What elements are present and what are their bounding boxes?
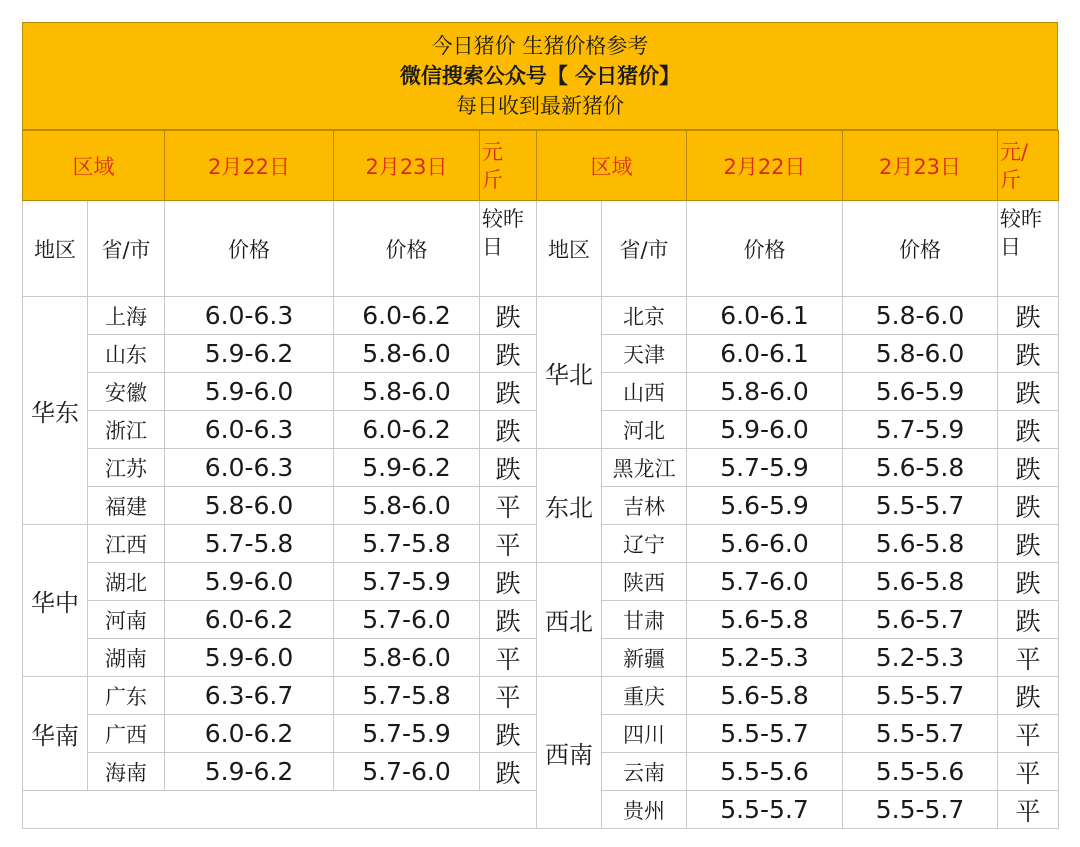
sub-province-right: 省/市 <box>602 201 687 297</box>
title-banner <box>22 22 1058 130</box>
right-price-23: 5.7-5.9 <box>843 411 998 449</box>
left-price-23: 5.8-6.0 <box>334 335 480 373</box>
left-price-22: 6.0-6.3 <box>165 297 334 335</box>
left-price-22: 5.8-6.0 <box>165 487 334 525</box>
banner-title: 今日猪价 生猪价格参考 <box>431 34 649 58</box>
right-province: 新疆 <box>602 639 687 677</box>
right-price-23: 5.6-5.7 <box>843 601 998 639</box>
header-date-23-left: 2月23日 <box>334 131 480 201</box>
left-province: 广西 <box>88 715 165 753</box>
table-row <box>23 677 1059 715</box>
left-price-22: 6.0-6.3 <box>165 411 334 449</box>
right-price-23: 5.5-5.7 <box>843 791 998 829</box>
left-price-22: 6.0-6.2 <box>165 715 334 753</box>
left-change: 跌 <box>480 335 537 373</box>
right-change: 平 <box>998 791 1059 829</box>
left-price-22: 6.3-6.7 <box>165 677 334 715</box>
left-province: 河南 <box>88 601 165 639</box>
left-price-22: 5.9-6.0 <box>165 639 334 677</box>
left-region-1: 华中 <box>23 525 88 677</box>
left-province: 浙江 <box>88 411 165 449</box>
right-change: 跌 <box>998 677 1059 715</box>
left-province: 湖南 <box>88 639 165 677</box>
right-price-22: 5.2-5.3 <box>687 639 843 677</box>
left-price-23: 6.0-6.2 <box>334 411 480 449</box>
left-price-22: 5.9-6.2 <box>165 335 334 373</box>
right-price-22: 5.5-5.6 <box>687 753 843 791</box>
left-price-22: 5.9-6.2 <box>165 753 334 791</box>
right-province: 天津 <box>602 335 687 373</box>
right-price-22: 6.0-6.1 <box>687 335 843 373</box>
header-region-right: 区域 <box>537 131 687 201</box>
right-province: 甘肃 <box>602 601 687 639</box>
right-price-23: 5.5-5.7 <box>843 715 998 753</box>
right-price-23: 5.6-5.9 <box>843 373 998 411</box>
sub-province-left: 省/市 <box>88 201 165 297</box>
table-row <box>23 297 1059 335</box>
right-province: 辽宁 <box>602 525 687 563</box>
right-price-23: 5.6-5.8 <box>843 449 998 487</box>
right-price-22: 5.7-5.9 <box>687 449 843 487</box>
banner-wechat: 微信搜索公众号【 今日猪价】 <box>399 64 681 88</box>
right-change: 跌 <box>998 563 1059 601</box>
left-region-2: 华南 <box>23 677 88 791</box>
left-price-23: 5.8-6.0 <box>334 639 480 677</box>
left-price-23: 5.8-6.0 <box>334 487 480 525</box>
right-price-23: 5.5-5.7 <box>843 677 998 715</box>
right-province: 黑龙江 <box>602 449 687 487</box>
sub-price1-left: 价格 <box>165 201 334 297</box>
right-province: 河北 <box>602 411 687 449</box>
left-change: 跌 <box>480 715 537 753</box>
right-region-0: 华北 <box>537 297 602 449</box>
header-region-left: 区域 <box>23 131 165 201</box>
left-price-22: 5.7-5.8 <box>165 525 334 563</box>
right-province: 贵州 <box>602 791 687 829</box>
price-table <box>22 130 1059 829</box>
left-price-23: 5.9-6.2 <box>334 449 480 487</box>
left-price-23: 5.8-6.0 <box>334 373 480 411</box>
left-province: 广东 <box>88 677 165 715</box>
left-change: 跌 <box>480 563 537 601</box>
header-date-22-left: 2月22日 <box>165 131 334 201</box>
left-change: 跌 <box>480 373 537 411</box>
left-price-23: 5.7-6.0 <box>334 601 480 639</box>
right-price-22: 5.5-5.7 <box>687 791 843 829</box>
sub-area-left: 地区 <box>23 201 88 297</box>
left-province: 江苏 <box>88 449 165 487</box>
right-region-1: 东北 <box>537 449 602 563</box>
right-change: 平 <box>998 753 1059 791</box>
left-empty-area <box>23 791 537 829</box>
right-province: 重庆 <box>602 677 687 715</box>
left-change: 平 <box>480 487 537 525</box>
left-province: 安徽 <box>88 373 165 411</box>
right-price-22: 5.6-5.8 <box>687 677 843 715</box>
left-price-23: 5.7-5.9 <box>334 715 480 753</box>
right-price-22: 5.8-6.0 <box>687 373 843 411</box>
right-price-23: 5.5-5.7 <box>843 487 998 525</box>
left-change: 跌 <box>480 411 537 449</box>
left-province: 上海 <box>88 297 165 335</box>
left-region-0: 华东 <box>23 297 88 525</box>
right-price-23: 5.8-6.0 <box>843 335 998 373</box>
right-price-23: 5.6-5.8 <box>843 563 998 601</box>
left-province: 湖北 <box>88 563 165 601</box>
right-price-23: 5.5-5.6 <box>843 753 998 791</box>
right-change: 平 <box>998 639 1059 677</box>
left-price-22: 5.9-6.0 <box>165 563 334 601</box>
right-change: 跌 <box>998 525 1059 563</box>
left-province: 江西 <box>88 525 165 563</box>
right-region-3: 西南 <box>537 677 602 829</box>
header-date-23-right: 2月23日 <box>843 131 998 201</box>
header-unit-right: 元/ 斤 <box>998 131 1059 201</box>
left-price-23: 5.7-5.8 <box>334 677 480 715</box>
left-price-22: 6.0-6.2 <box>165 601 334 639</box>
right-change: 跌 <box>998 411 1059 449</box>
left-price-23: 6.0-6.2 <box>334 297 480 335</box>
right-province: 陕西 <box>602 563 687 601</box>
sub-price2-left: 价格 <box>334 201 480 297</box>
right-change: 跌 <box>998 449 1059 487</box>
left-change: 平 <box>480 677 537 715</box>
right-price-22: 5.7-6.0 <box>687 563 843 601</box>
sub-price2-right: 价格 <box>843 201 998 297</box>
header-row <box>23 131 1059 201</box>
right-province: 北京 <box>602 297 687 335</box>
left-province: 山东 <box>88 335 165 373</box>
header-unit-left: 元 斤 <box>480 131 537 201</box>
table-row <box>23 449 1059 487</box>
header-date-22-right: 2月22日 <box>687 131 843 201</box>
right-province: 山西 <box>602 373 687 411</box>
left-price-23: 5.7-5.8 <box>334 525 480 563</box>
right-price-22: 5.5-5.7 <box>687 715 843 753</box>
right-price-23: 5.8-6.0 <box>843 297 998 335</box>
left-change: 跌 <box>480 601 537 639</box>
right-change: 跌 <box>998 487 1059 525</box>
left-price-22: 6.0-6.3 <box>165 449 334 487</box>
subheader-row <box>23 201 1059 297</box>
right-price-22: 5.6-6.0 <box>687 525 843 563</box>
right-change: 跌 <box>998 297 1059 335</box>
right-change: 平 <box>998 715 1059 753</box>
price-sheet <box>22 22 1058 829</box>
right-price-23: 5.6-5.8 <box>843 525 998 563</box>
left-change: 跌 <box>480 753 537 791</box>
right-price-22: 5.6-5.9 <box>687 487 843 525</box>
left-province: 海南 <box>88 753 165 791</box>
right-price-22: 6.0-6.1 <box>687 297 843 335</box>
left-change: 跌 <box>480 297 537 335</box>
left-change: 跌 <box>480 449 537 487</box>
left-change: 平 <box>480 639 537 677</box>
left-change: 平 <box>480 525 537 563</box>
sub-price1-right: 价格 <box>687 201 843 297</box>
left-price-23: 5.7-6.0 <box>334 753 480 791</box>
sub-area-right: 地区 <box>537 201 602 297</box>
table-row <box>23 563 1059 601</box>
left-price-23: 5.7-5.9 <box>334 563 480 601</box>
right-price-23: 5.2-5.3 <box>843 639 998 677</box>
right-change: 跌 <box>998 373 1059 411</box>
right-province: 云南 <box>602 753 687 791</box>
sub-compare-left: 较昨 日 <box>480 201 537 297</box>
banner-subtitle: 每日收到最新猪价 <box>456 94 624 118</box>
right-province: 吉林 <box>602 487 687 525</box>
sub-compare-right: 较昨 日 <box>998 201 1059 297</box>
left-price-22: 5.9-6.0 <box>165 373 334 411</box>
right-change: 跌 <box>998 335 1059 373</box>
right-region-2: 西北 <box>537 563 602 677</box>
right-change: 跌 <box>998 601 1059 639</box>
right-province: 四川 <box>602 715 687 753</box>
left-province: 福建 <box>88 487 165 525</box>
right-price-22: 5.9-6.0 <box>687 411 843 449</box>
right-price-22: 5.6-5.8 <box>687 601 843 639</box>
